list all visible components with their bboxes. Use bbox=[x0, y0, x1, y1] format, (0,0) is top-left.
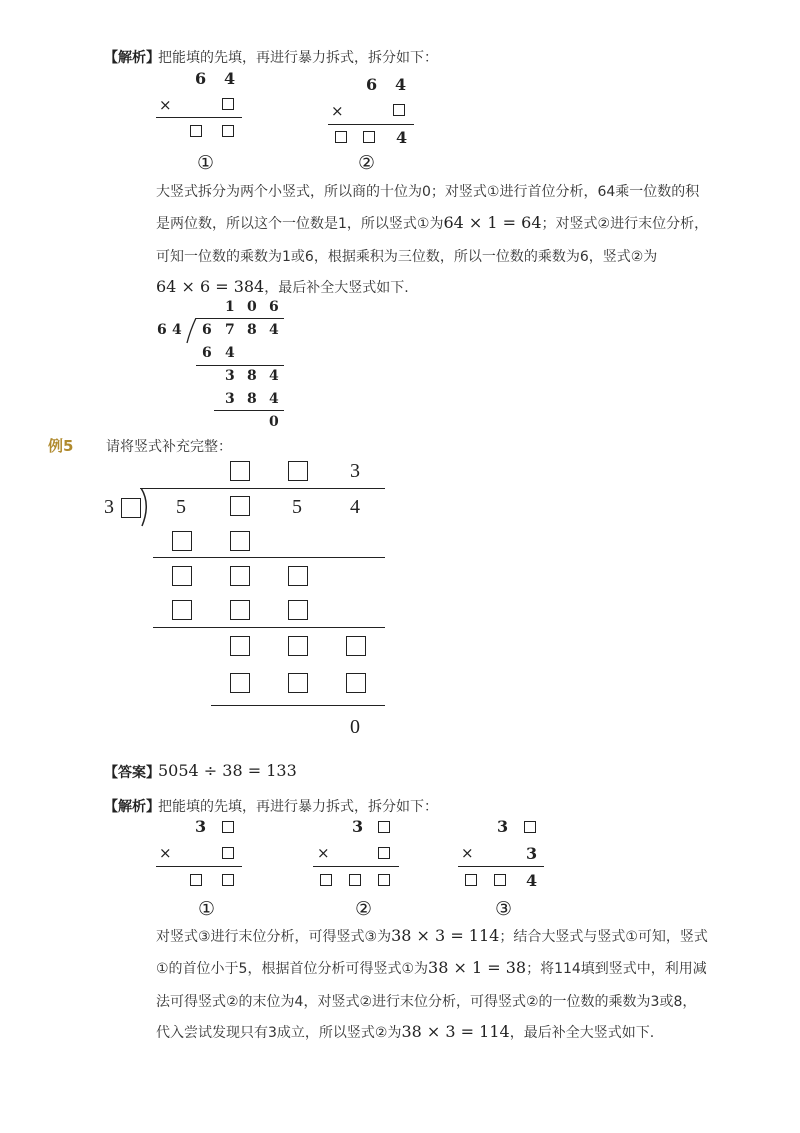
text: 是两位数，所以这个一位数是1，所以竖式①为 bbox=[156, 216, 444, 232]
text: 代入尝试发现只有3成立，所以竖式②为 bbox=[156, 1025, 402, 1041]
blank-box bbox=[288, 636, 308, 656]
rule-line bbox=[328, 124, 414, 125]
blank-box bbox=[190, 125, 202, 137]
rule-line bbox=[153, 557, 385, 558]
blank-box bbox=[346, 673, 366, 693]
blank-box bbox=[335, 131, 347, 143]
blank-box bbox=[363, 131, 375, 143]
blank-box bbox=[172, 531, 192, 551]
rule-line bbox=[214, 410, 284, 411]
analysis-line-1 bbox=[156, 926, 708, 946]
division-bracket bbox=[186, 318, 198, 344]
rule-line bbox=[211, 705, 385, 706]
text: ；结合大竖式与竖式①可知，竖式 bbox=[499, 929, 708, 945]
step-digit: 4 bbox=[225, 345, 235, 361]
text: ，最后补全大竖式如下. bbox=[509, 1025, 655, 1041]
analysis-line-1 bbox=[156, 181, 699, 201]
blank-box bbox=[230, 496, 250, 516]
divisor-digit: 6 bbox=[157, 322, 167, 338]
dividend-digit: 5 bbox=[176, 496, 186, 518]
analysis-line-4 bbox=[156, 1022, 654, 1042]
digit: 4 bbox=[224, 69, 236, 88]
rule-line bbox=[196, 365, 284, 366]
quotient-digit: 6 bbox=[269, 299, 279, 315]
dividend-digit: 8 bbox=[247, 322, 257, 338]
blank-box bbox=[465, 874, 477, 886]
text: ；对竖式②进行末位分析， bbox=[541, 216, 709, 232]
step-digit: 8 bbox=[247, 391, 257, 407]
blank-box bbox=[121, 498, 141, 518]
step-digit: 8 bbox=[247, 368, 257, 384]
analysis-line-3 bbox=[156, 991, 696, 1011]
times-sign: × bbox=[461, 844, 474, 862]
blank-box bbox=[230, 600, 250, 620]
blank-box bbox=[190, 874, 202, 886]
dividend-digit: 7 bbox=[225, 322, 235, 338]
blank-box bbox=[222, 874, 234, 886]
rule-line bbox=[156, 117, 242, 118]
example-prompt: 请将竖式补充完整： bbox=[106, 439, 232, 455]
text: ①的首位小于5，根据首位分析可得竖式①为 bbox=[156, 961, 429, 977]
dividend-digit: 5 bbox=[292, 496, 302, 518]
quotient-digit: 1 bbox=[225, 299, 235, 315]
text: ，最后补全大竖式如下. bbox=[264, 280, 409, 296]
blank-box bbox=[288, 600, 308, 620]
blank-box bbox=[230, 636, 250, 656]
remainder-digit: 0 bbox=[350, 716, 360, 738]
blank-box bbox=[222, 98, 234, 110]
circle-number: ② bbox=[355, 898, 373, 920]
divisor-digit: 4 bbox=[172, 322, 182, 338]
blank-box bbox=[222, 847, 234, 859]
blank-box bbox=[393, 104, 405, 116]
blank-box bbox=[288, 566, 308, 586]
example-label: 例5 bbox=[48, 437, 74, 455]
circle-number: ② bbox=[358, 152, 376, 174]
dividend-digit: 6 bbox=[202, 322, 212, 338]
remainder-digit: 0 bbox=[269, 414, 279, 430]
math-expr: 38 × 3 = 114 bbox=[391, 926, 500, 945]
blank-box bbox=[230, 531, 250, 551]
text: ；将114填到竖式中，利用减 bbox=[526, 961, 707, 977]
blank-box bbox=[230, 461, 250, 481]
step-digit: 3 bbox=[225, 391, 235, 407]
dividend-digit: 4 bbox=[269, 322, 279, 338]
circle-number: ③ bbox=[495, 898, 513, 920]
analysis-line-3 bbox=[156, 246, 657, 266]
rule-line bbox=[153, 627, 385, 628]
blank-box bbox=[320, 874, 332, 886]
quotient-digit: 0 bbox=[247, 299, 257, 315]
division-bar bbox=[140, 488, 385, 489]
blank-box bbox=[378, 847, 390, 859]
step-digit: 4 bbox=[269, 368, 279, 384]
blank-box bbox=[230, 566, 250, 586]
answer-label: 【答案】 bbox=[104, 765, 160, 781]
digit: 4 bbox=[395, 75, 407, 94]
text: 大竖式拆分为两个小竖式，所以商的十位为0；对竖式①进行首位分析，64乘一位数的积 bbox=[156, 184, 700, 200]
times-sign: × bbox=[159, 844, 172, 862]
analysis-label: 【解析】 bbox=[104, 50, 160, 66]
analysis-label: 【解析】 bbox=[104, 799, 160, 815]
text: 可知一位数的乘数为1或6，根据乘积为三位数，所以一位数的乘数为6，竖式②为 bbox=[156, 249, 658, 265]
step-digit: 4 bbox=[269, 391, 279, 407]
text: 法可得竖式②的末位为4，对竖式②进行末位分析，可得竖式②的一位数的乘数为3或8， bbox=[156, 994, 697, 1010]
digit: 3 bbox=[195, 817, 207, 836]
step-digit: 6 bbox=[202, 345, 212, 361]
blank-box bbox=[230, 673, 250, 693]
division-bar bbox=[196, 318, 284, 319]
divisor-digit: 3 bbox=[104, 496, 114, 518]
circle-number: ① bbox=[198, 898, 216, 920]
times-sign: × bbox=[159, 96, 172, 114]
math-expr: 64 × 6 = 384 bbox=[156, 277, 265, 296]
answer-expr: 5054 ÷ 38 = 133 bbox=[158, 761, 297, 780]
blank-box bbox=[524, 821, 536, 833]
quotient-digit: 3 bbox=[350, 460, 360, 482]
rule-line bbox=[156, 866, 242, 867]
digit: 4 bbox=[526, 871, 538, 890]
math-expr: 38 × 3 = 114 bbox=[401, 1022, 510, 1041]
step-digit: 3 bbox=[225, 368, 235, 384]
blank-box bbox=[378, 821, 390, 833]
blank-box bbox=[288, 673, 308, 693]
digit: 3 bbox=[352, 817, 364, 836]
analysis-intro: 把能填的先填，再进行暴力拆式，拆分如下： bbox=[158, 50, 438, 66]
blank-box bbox=[172, 600, 192, 620]
blank-box bbox=[494, 874, 506, 886]
math-expr: 38 × 1 = 38 bbox=[428, 958, 527, 977]
analysis-intro: 把能填的先填，再进行暴力拆式，拆分如下： bbox=[158, 799, 438, 815]
analysis-line-4 bbox=[156, 277, 409, 297]
digit: 3 bbox=[497, 817, 509, 836]
blank-box bbox=[378, 874, 390, 886]
blank-box bbox=[222, 821, 234, 833]
text: 对竖式③进行末位分析，可得竖式③为 bbox=[156, 929, 392, 945]
math-expr: 64 × 1 = 64 bbox=[443, 213, 542, 232]
blank-box bbox=[222, 125, 234, 137]
digit: 6 bbox=[195, 69, 207, 88]
digit: 4 bbox=[396, 128, 408, 147]
blank-box bbox=[346, 636, 366, 656]
digit: 3 bbox=[526, 844, 538, 863]
blank-box bbox=[172, 566, 192, 586]
digit: 6 bbox=[366, 75, 378, 94]
times-sign: × bbox=[331, 102, 344, 120]
times-sign: × bbox=[317, 844, 330, 862]
analysis-line-2 bbox=[156, 958, 707, 978]
rule-line bbox=[458, 866, 544, 867]
rule-line bbox=[313, 866, 399, 867]
dividend-digit: 4 bbox=[350, 496, 360, 518]
blank-box bbox=[349, 874, 361, 886]
blank-box bbox=[288, 461, 308, 481]
analysis-line-2 bbox=[156, 213, 708, 233]
circle-number: ① bbox=[197, 152, 215, 174]
